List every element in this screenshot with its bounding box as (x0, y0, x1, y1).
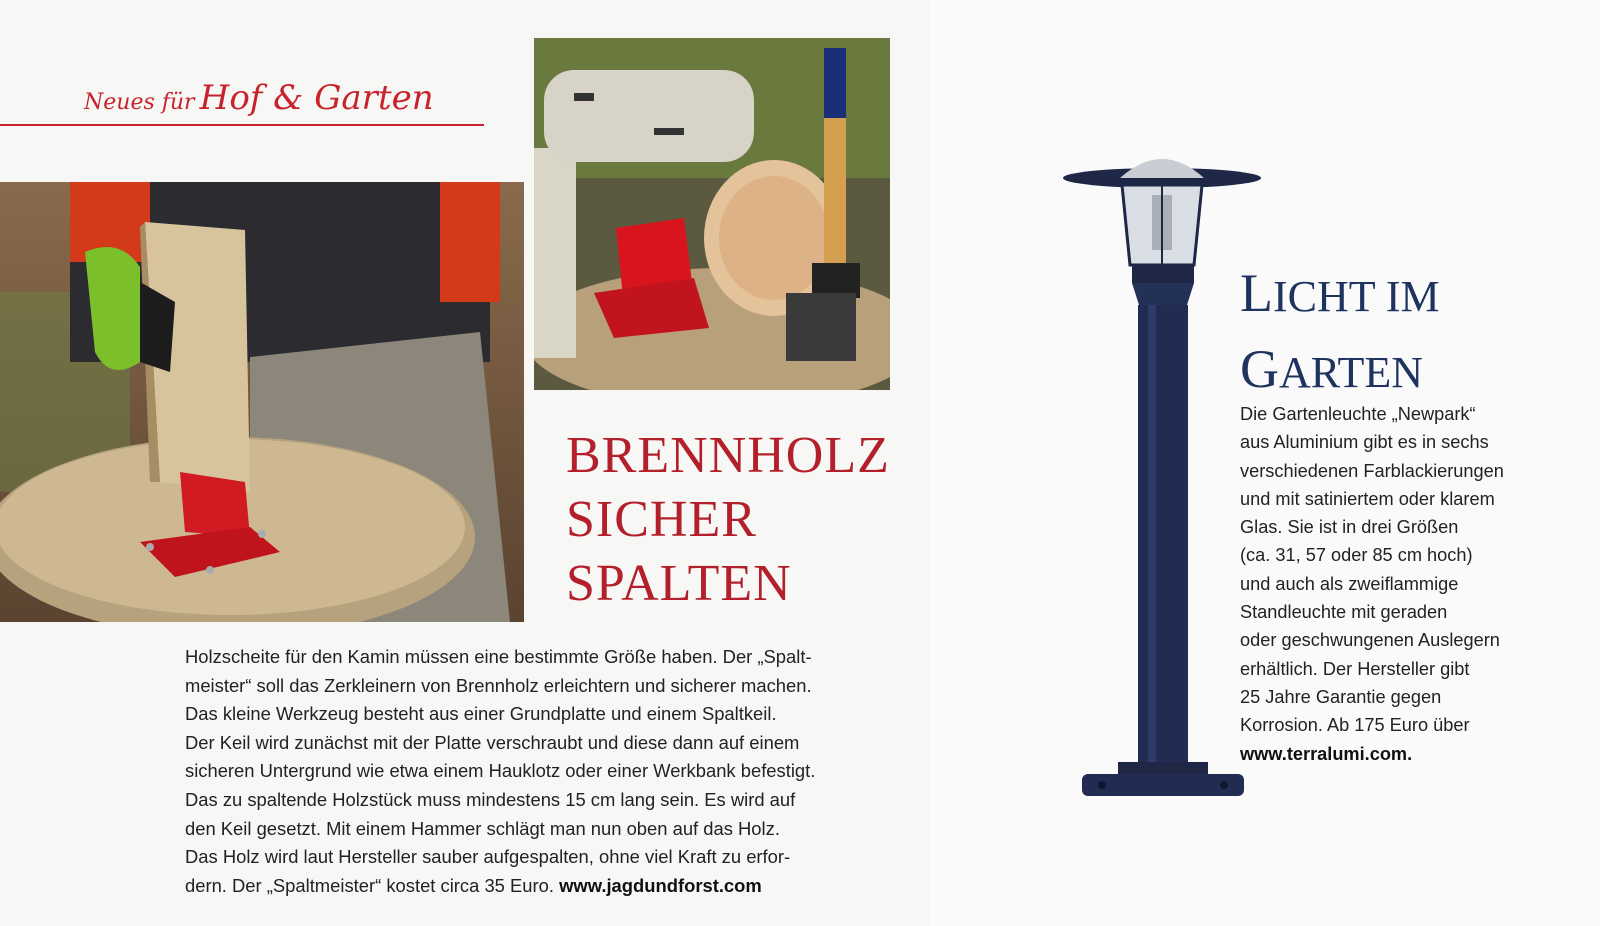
photo-wedge-image (534, 38, 890, 390)
body-line-last (185, 872, 880, 901)
body-line: Das Holz wird laut Hersteller sauber aufgespalten, ohne viel Kraft zu erfor- (185, 846, 791, 868)
garden-lamp-illustration (1062, 140, 1268, 820)
headline-line-1 (1240, 262, 1580, 338)
body-line: 25 Jahre Garantie gegen (1240, 686, 1442, 707)
article-wood-body (185, 643, 880, 900)
body-line: aus Aluminium gibt es in sechs (1240, 432, 1489, 453)
photo-splitting-wood-image (0, 182, 524, 622)
headline-line-3: SPALTEN (566, 555, 792, 612)
body-line: Korrosion. Ab 175 Euro über (1240, 715, 1470, 736)
body-line: Das zu spaltende Holzstück muss mindestens 15 cm lang sein. Es wird auf (185, 788, 796, 810)
body-line: und auch als zweiflammige (1240, 573, 1459, 594)
photo-splitting-wood (0, 182, 524, 622)
body-line: und mit satiniertem oder klarem (1240, 488, 1495, 509)
url-terralumi[interactable]: www.terralumi.com. (1240, 743, 1413, 764)
body-line: meister“ soll das Zerkleinern von Brennholz erleichtern und sicherer machen. (185, 674, 812, 696)
headline-line-2-rest: ARTEN (1279, 348, 1424, 397)
photo-wedge-logs-hammer (534, 38, 890, 390)
url-jagdundforst[interactable]: www.jagdundforst.com (559, 874, 762, 896)
body-line: Die Gartenleuchte „Newpark“ (1240, 404, 1476, 424)
body-line: sicheren Untergrund wie etwa einem Hauklotz oder einer Werkbank befestigt. (185, 760, 816, 782)
article-light-body (1240, 400, 1570, 768)
headline-line-1: BRENNHOLZ (566, 427, 890, 484)
section-title: Hof & Garten (199, 78, 434, 118)
body-line: Standleuchte mit geraden (1240, 602, 1448, 623)
section-header (0, 78, 484, 128)
headline-line-1-cap: L (1240, 263, 1273, 323)
section-prefix: Neues für (84, 90, 195, 115)
headline-line-2: SICHER (566, 491, 757, 548)
body-line: Das kleine Werkzeug besteht aus einer Grundplatte und einem Spaltkeil. (185, 703, 777, 725)
body-line: erhältlich. Der Hersteller gibt (1240, 658, 1470, 679)
headline-brennholz (566, 424, 906, 616)
body-line: Holzscheite für den Kamin müssen eine bestimmte Größe haben. Der „Spalt- (185, 646, 812, 667)
garden-lamp-image (1062, 140, 1268, 820)
body-line: oder geschwungenen Auslegern (1240, 630, 1500, 651)
body-line: verschiedenen Farblackierungen (1240, 460, 1504, 481)
body-line: den Keil gesetzt. Mit einem Hammer schlägt man nun oben auf das Holz. (185, 817, 780, 839)
headline-line-1-rest: ICHT IM (1273, 272, 1440, 321)
headline-line-2-cap: G (1240, 339, 1279, 399)
body-line: Der Keil wird zunächst mit der Platte verschraubt und diese dann auf einem (185, 731, 800, 753)
body-line: Glas. Sie ist in drei Größen (1240, 517, 1459, 538)
body-last-text: dern. Der „Spaltmeister“ kostet circa 35 Euro. (185, 874, 554, 896)
section-divider (0, 124, 484, 126)
headline-licht-im-garten (1240, 262, 1580, 414)
body-line: (ca. 31, 57 oder 85 cm hoch) (1240, 545, 1473, 566)
